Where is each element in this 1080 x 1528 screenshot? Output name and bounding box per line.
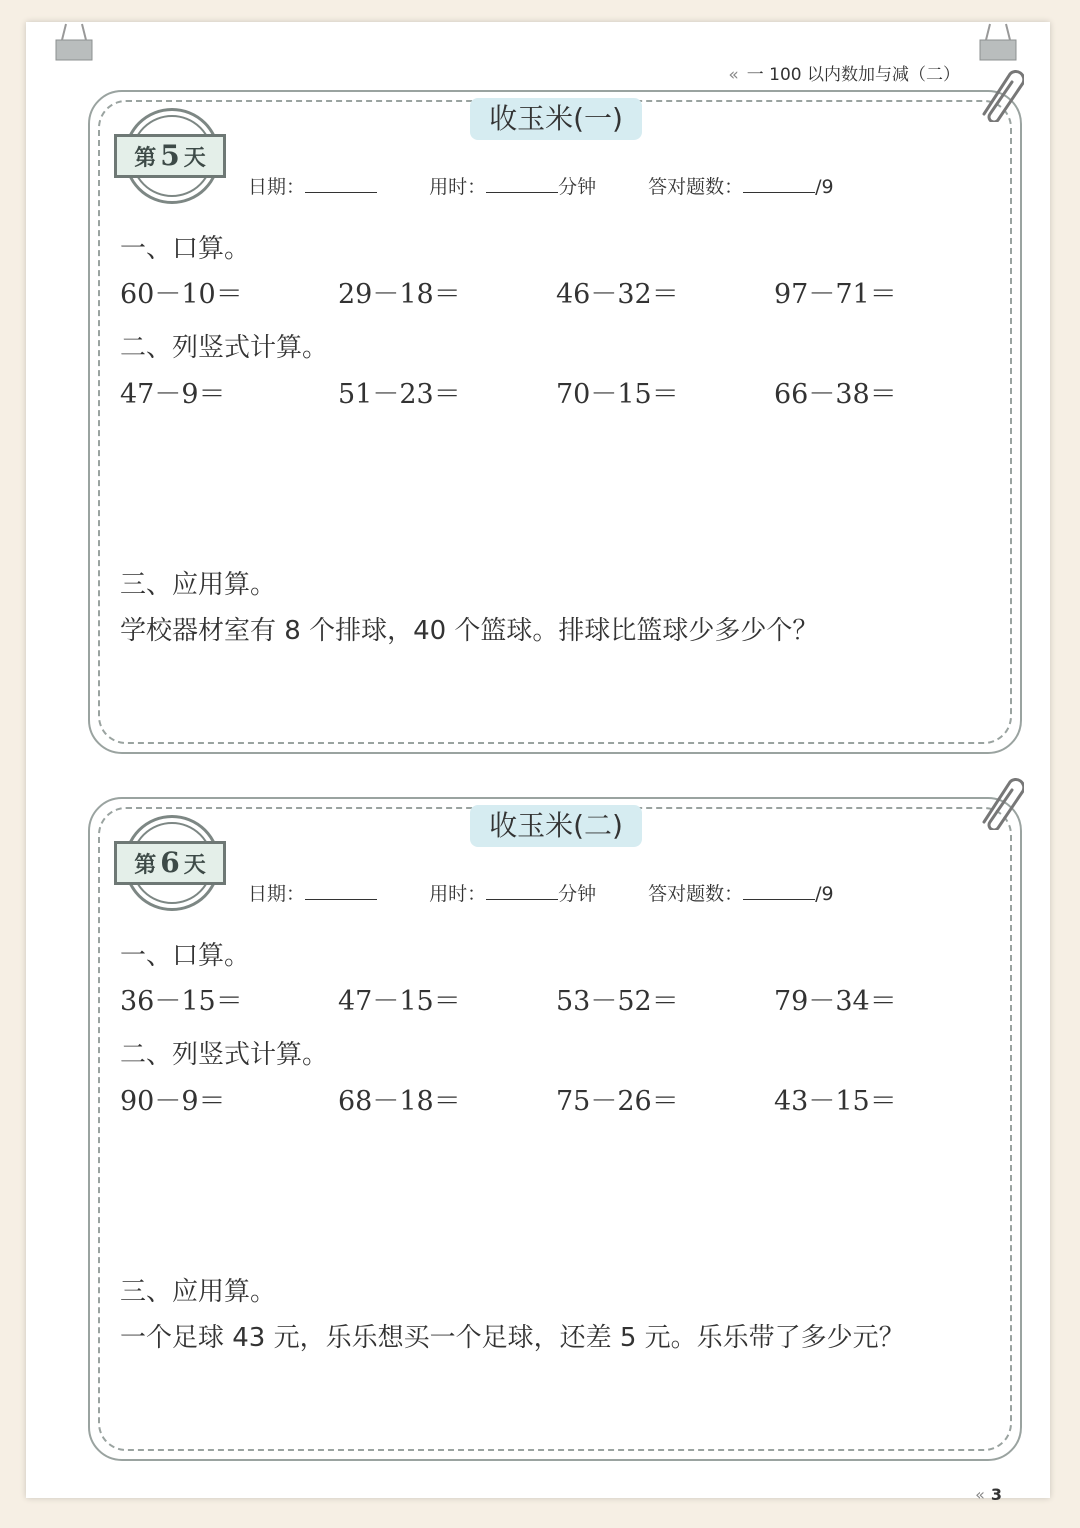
chevrons-left-icon: « [975,1485,985,1504]
time-unit: 分钟 [558,883,597,905]
problem: 66－38＝ [774,379,897,410]
date-field[interactable] [305,172,377,193]
word-problem: 一个足球 43 元，乐乐想买一个足球，还差 5 元。乐乐带了多少元？ [120,1323,905,1353]
chevrons-left-icon: « [728,65,739,85]
correct-label: 答对题数： [648,883,744,905]
page-number: 3 [990,1485,1002,1504]
oral-problems [120,979,1000,1018]
paperclip-icon [976,64,1024,122]
problem: 36－15＝ [120,986,243,1017]
problem: 97－71＝ [774,279,897,310]
problem: 60－10＝ [120,279,243,310]
problem: 29－18＝ [338,279,461,310]
paperclip-icon [976,772,1024,830]
header-title: 一 100 以内数加与减（二） [746,65,960,85]
date-label: 日期： [248,176,306,198]
correct-total: /9 [815,176,834,198]
info-line [248,879,880,906]
section-heading: 三、应用算。 [120,570,277,600]
problem: 51－23＝ [338,379,461,410]
problem: 70－15＝ [556,379,679,410]
problem: 43－15＝ [774,1086,897,1117]
time-field[interactable] [486,172,558,193]
binder-clip-icon [976,22,1020,66]
page-footer [975,1485,1002,1504]
time-field[interactable] [486,879,558,900]
day-number: 6 [160,846,180,879]
word-problem: 学校器材室有 8 个排球，40 个篮球。排球比篮球少多少个？ [120,616,819,646]
time-unit: 分钟 [558,176,597,198]
date-field[interactable] [305,879,377,900]
oral-problems [120,272,1000,311]
day-number: 5 [160,139,180,172]
time-label: 用时： [429,883,487,905]
running-header [728,60,960,85]
section-heading: 二、列竖式计算。 [120,333,329,363]
section-heading: 二、列竖式计算。 [120,1040,329,1070]
problem: 47－15＝ [338,986,461,1017]
problem: 47－9＝ [120,379,226,410]
day-badge: 第 6 天 [114,815,230,919]
problem: 90－9＝ [120,1086,226,1117]
problem: 75－26＝ [556,1086,679,1117]
section-heading: 一、口算。 [120,234,251,264]
card-title: 收玉米(二) [470,805,642,847]
info-line [248,172,880,199]
day-card [88,797,1022,1461]
day-card [88,90,1022,754]
date-label: 日期： [248,883,306,905]
card-title: 收玉米(一) [470,98,642,140]
binder-clip-icon [52,22,96,66]
vertical-problems [120,1079,1000,1118]
correct-label: 答对题数： [648,176,744,198]
section-heading: 一、口算。 [120,941,251,971]
day-badge: 第 5 天 [114,108,230,212]
correct-count-field[interactable] [743,172,815,193]
correct-total: /9 [815,883,834,905]
time-label: 用时： [429,176,487,198]
section-heading: 三、应用算。 [120,1277,277,1307]
problem: 53－52＝ [556,986,679,1017]
correct-count-field[interactable] [743,879,815,900]
problem: 68－18＝ [338,1086,461,1117]
problem: 46－32＝ [556,279,679,310]
problem: 79－34＝ [774,986,897,1017]
vertical-problems [120,372,1000,411]
